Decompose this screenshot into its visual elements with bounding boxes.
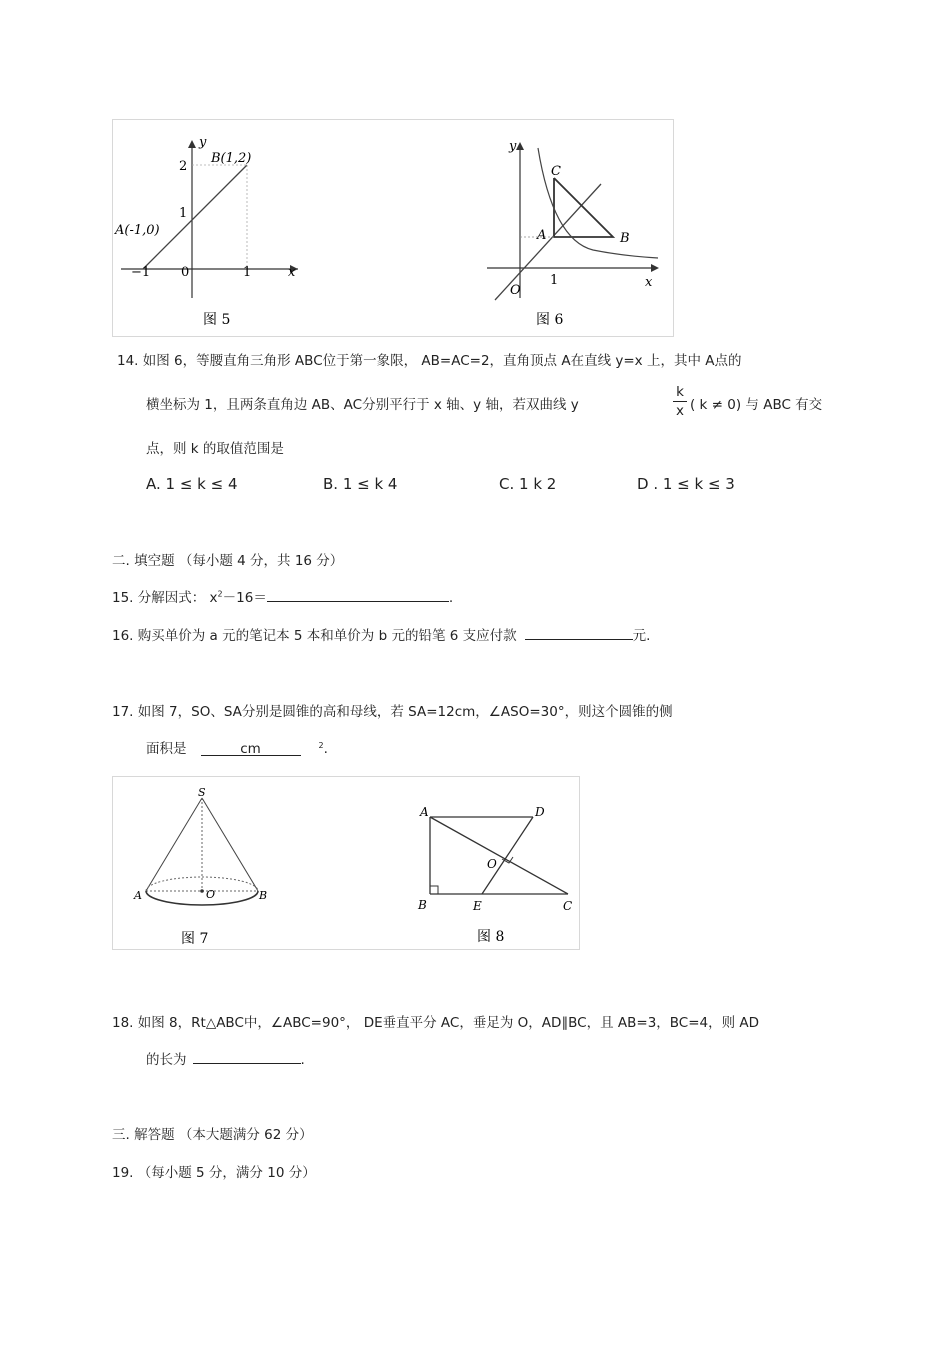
q14-option-a: A. 1 ≤ k ≤ 4 [146,475,238,493]
fig8-right-angle-b [430,886,438,894]
fig8-label-e: E [473,899,482,913]
q18-end: . [300,1052,305,1068]
q16-answer-blank [525,625,633,640]
fig7-label-s: S [198,786,206,799]
fig6-caption: 图 6 [536,312,564,328]
q17-unit: cm [240,741,261,757]
fig7-label-b: B [259,889,268,902]
fig5-tick-1-y: 1 [179,206,188,221]
fig7-center-point [200,889,204,893]
fig8-label-a: A [420,805,429,819]
q15-answer-blank [267,587,449,602]
fig8-label-o: O [487,857,497,871]
fig7-slant-left [146,798,202,891]
fig8-ac [430,817,568,894]
q16-pre: 16. 购买单价为 a 元的笔记本 5 本和单价为 b 元的铅笔 6 支应付款 [112,628,517,644]
figures-5-6-svg [113,120,673,336]
q14-fraction [673,384,687,419]
q14-line3: 点，则 k 的取值范围是 [146,441,284,457]
fig5-y-arrow [188,140,196,148]
fig5-tick-0: 0 [181,265,190,280]
q18-pre: 的长为 [146,1052,187,1068]
fig6-label-o: O [510,283,521,298]
q14-line1: 14. 如图 6，等腰直角三角形 ABC位于第一象限， AB=AC=2，直角顶点 A在直线 y=x 上，其中 A点的 [117,353,742,369]
fig6-y-arrow [516,142,524,150]
q18-answer-blank [193,1049,301,1064]
fig7-label-o: O [206,888,216,901]
figure-7 [133,786,267,947]
q17-line2 [146,737,328,757]
q15 [112,586,453,606]
fig6-x-label: x [645,275,653,290]
q14-option-d: D . 1 ≤ k ≤ 3 [637,475,735,493]
q18-line1: 18. 如图 8，Rt△ABC中，∠ABC=90°， DE垂直平分 AC，垂足为 O，AD∥BC，且 AB=3，BC=4，则 AD [112,1015,760,1031]
fig8-label-b: B [418,898,427,912]
q14-option-b: B. 1 ≤ k 4 [323,475,398,493]
fig7-label-a: A [134,889,142,902]
fig8-de [482,817,533,894]
fig6-y-label: y [509,139,517,154]
fig5-caption: 图 5 [203,312,231,328]
fig7-base-front [146,891,258,905]
q15-end: . [448,590,454,606]
q16 [112,624,650,644]
figure-5-6-panel [112,119,674,337]
section3-title: 三. 解答题 （本大题满分 62 分） [112,1127,313,1143]
q14-line2-pre: 横坐标为 1，且两条直角边 AB、AC分别平行于 x 轴、y 轴，若双曲线 y [146,397,579,413]
figure-6 [487,139,659,328]
fig6-x-arrow [651,264,659,272]
q14-frac-bar [673,401,687,402]
fig5-tick-1-x: 1 [243,265,252,280]
q19-heading: 19. （每小题 5 分，满分 10 分） [112,1165,316,1181]
q17-sup: 2 [318,740,324,750]
q14-option-c: C. 1 k 2 [499,475,557,493]
q14-frac-num: k [676,384,684,400]
fig6-label-c: C [551,164,561,179]
fig5-x-label: x [288,265,296,280]
q14-line2-post: ( k ≠ 0) 与 ABC 有交 [690,397,823,413]
fig8-caption: 图 8 [477,929,505,945]
figure-7-8-panel [112,776,580,950]
q17-line1: 17. 如图 7，SO、SA分别是圆锥的高和母线，若 SA=12cm，∠ASO=30°，则这个圆锥的侧 [112,704,673,720]
fig6-tick-1: 1 [550,273,559,288]
q15-sup: 2 [217,589,223,599]
q18-line2 [146,1048,305,1068]
fig8-label-d: D [535,805,545,819]
q15-pre: 15. 分解因式： x [112,590,218,606]
fig5-point-b: B(1,2) [211,151,252,166]
fig6-label-b: B [620,231,630,246]
fig5-point-a: A(-1,0) [115,223,160,238]
q16-end: 元. [632,628,651,644]
q17-pre: 面积是 [146,741,187,757]
figures-7-8-svg [113,777,579,949]
fig5-line [143,165,247,269]
figure-8 [417,805,572,945]
q17-answer-blank [201,741,301,756]
fig8-label-c: C [563,899,573,913]
figure-5 [114,135,298,328]
fig6-triangle [554,178,613,237]
fig5-tick-neg1: −1 [131,265,151,280]
q14-frac-den: x [676,403,684,419]
section2-title: 二. 填空题 （每小题 4 分，共 16 分） [112,553,344,569]
fig5-y-label: y [199,135,207,150]
q17-end: . [323,741,328,757]
fig5-tick-2: 2 [179,159,188,174]
q15-post: －16＝ [222,590,267,606]
fig6-label-a: A [537,228,547,243]
fig7-caption: 图 7 [181,931,209,947]
